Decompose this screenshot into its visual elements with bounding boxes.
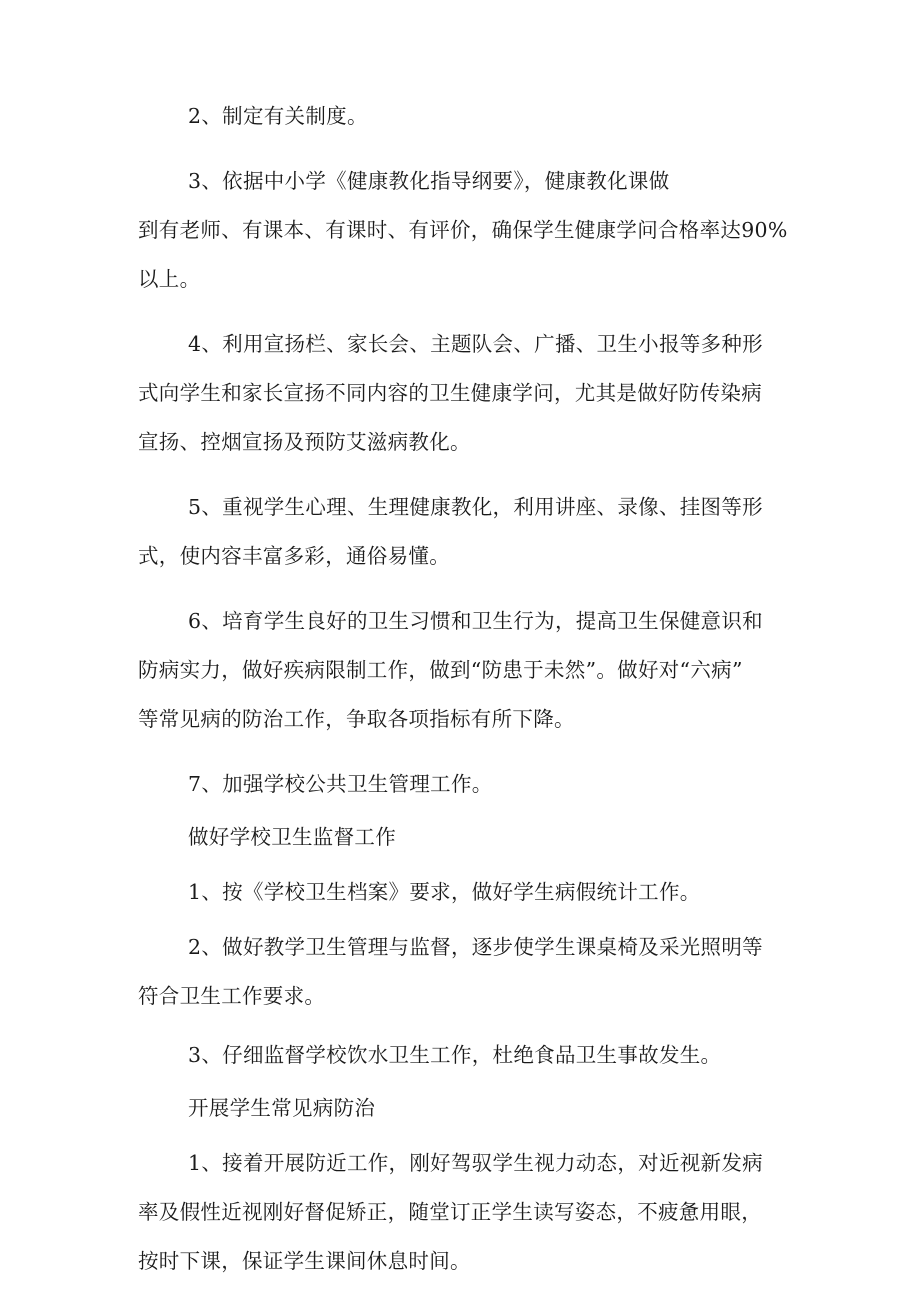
paragraph-line: 到有老师、有课本、有课时、有评价，确保学生健康学问合格率达90%: [138, 218, 788, 242]
paragraph: [138, 1031, 784, 1080]
paragraph: [138, 157, 788, 304]
paragraph-line: 6、培育学生良好的卫生习惯和卫生行为，提高卫生保健意识和: [188, 609, 763, 633]
document-body: [138, 92, 788, 1286]
paragraph-line: 1、接着开展防近工作，刚好驾驭学生视力动态，对近视新发病: [188, 1151, 763, 1175]
paragraph: [138, 868, 784, 917]
paragraph-line: 1、按《学校卫生档案》要求，做好学生病假统计工作。: [188, 880, 701, 904]
paragraph: [138, 597, 784, 744]
paragraph-line: 率及假性近视刚好督促矫正，随堂订正学生读写姿态，不疲惫用眼，: [138, 1200, 762, 1224]
paragraph-line: 3、依据中小学《健康教化指导纲要》，健康教化课做: [188, 169, 670, 193]
paragraph-line: 防病实力，做好疾病限制工作，做到“防患于未然”。做好对“六病”: [138, 658, 743, 682]
paragraph-line: 式，使内容丰富多彩，通俗易懂。: [138, 544, 450, 568]
section-heading-text: 开展学生常见病防治: [188, 1096, 376, 1120]
paragraph-line: 4、利用宣扬栏、家长会、主题队会、广播、卫生小报等多种形: [188, 332, 763, 356]
paragraph: [138, 760, 784, 809]
paragraph-line: 3、仔细监督学校饮水卫生工作，杜绝食品卫生事故发生。: [188, 1043, 722, 1067]
paragraph-line: 等常见病的防治工作，争取各项指标有所下降。: [138, 707, 575, 731]
section-heading-text: 做好学校卫生监督工作: [188, 825, 396, 849]
paragraph: [138, 320, 784, 467]
section-heading: [138, 813, 784, 862]
paragraph: [138, 923, 784, 1021]
paragraph-line: 符合卫生工作要求。: [138, 984, 326, 1008]
paragraph: [138, 92, 784, 141]
section-heading: [138, 1084, 784, 1133]
paragraph-line: 以上。: [138, 267, 201, 291]
paragraph-line: 5、重视学生心理、生理健康教化，利用讲座、录像、挂图等形: [188, 495, 763, 519]
paragraph-line: 7、加强学校公共卫生管理工作。: [188, 772, 493, 796]
paragraph-line: 2、做好教学卫生管理与监督，逐步使学生课桌椅及采光照明等: [188, 935, 763, 959]
paragraph-line: 按时下课，保证学生课间休息时间。: [138, 1249, 471, 1273]
paragraph-line: 2、制定有关制度。: [188, 104, 368, 128]
paragraph: [138, 483, 784, 581]
paragraph: [138, 1139, 784, 1286]
paragraph-line: 宣扬、控烟宣扬及预防艾滋病教化。: [138, 430, 471, 454]
paragraph-line: 式向学生和家长宣扬不同内容的卫生健康学问，尤其是做好防传染病: [138, 381, 762, 405]
